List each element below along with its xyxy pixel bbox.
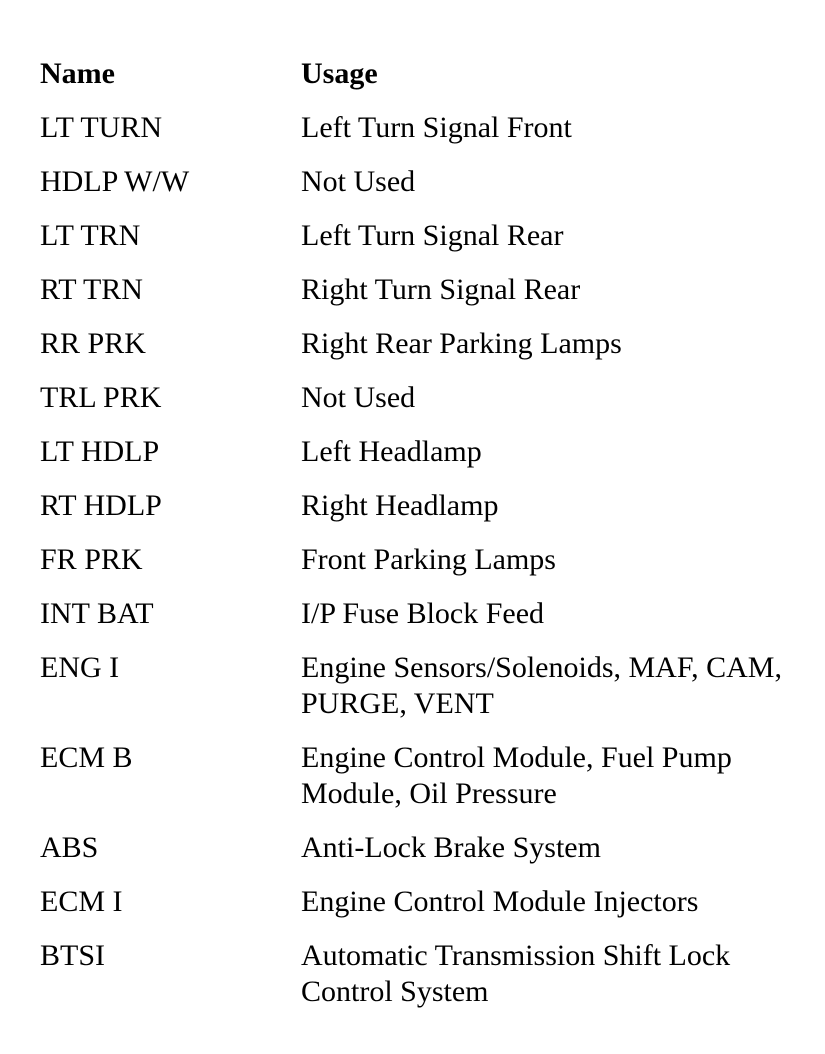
table-row	[40, 164, 800, 218]
fuse-usage-cell: Left Turn Signal Rear	[301, 219, 564, 252]
fuse-usage-cell: Left Headlamp	[301, 435, 482, 468]
table-body	[40, 110, 800, 1028]
fuse-usage-cell: Engine Control Module Injectors	[301, 885, 699, 918]
fuse-name-cell: TRL PRK	[40, 381, 162, 414]
fuse-usage-cell: Automatic Transmission Shift Lock Control System	[301, 939, 731, 1008]
fuse-usage-cell: Left Turn Signal Front	[301, 111, 572, 144]
fuse-usage-cell: Not Used	[301, 165, 416, 198]
fuse-name-cell: ECM B	[40, 741, 133, 774]
fuse-usage-cell: Right Rear Parking Lamps	[301, 327, 622, 360]
fuse-name-cell: HDLP W/W	[40, 165, 190, 198]
table-row	[40, 488, 800, 542]
name-column-header: Name	[40, 57, 115, 90]
fuse-usage-cell: Engine Control Module, Fuel Pump Module, Oil Pressure	[301, 741, 732, 810]
fuse-usage-cell: Right Turn Signal Rear	[301, 273, 581, 306]
fuse-name-cell: FR PRK	[40, 543, 143, 576]
table-row	[40, 650, 800, 740]
fuse-name-cell: LT TURN	[40, 111, 162, 144]
fuse-name-cell: ECM I	[40, 885, 123, 918]
fuse-usage-cell: I/P Fuse Block Feed	[301, 597, 545, 630]
table-row	[40, 884, 800, 938]
table-row	[40, 596, 800, 650]
table-row	[40, 218, 800, 272]
fuse-usage-table	[40, 56, 800, 1028]
fuse-name-cell: ABS	[40, 831, 99, 864]
table-row	[40, 380, 800, 434]
fuse-name-cell: BTSI	[40, 939, 106, 972]
fuse-name-cell: RT HDLP	[40, 489, 162, 522]
fuse-usage-cell: Engine Sensors/Solenoids, MAF, CAM, PURGE, VENT	[301, 651, 782, 720]
fuse-usage-cell: Right Headlamp	[301, 489, 499, 522]
header-row	[40, 56, 800, 110]
table-row	[40, 740, 800, 830]
fuse-name-cell: RR PRK	[40, 327, 146, 360]
table-row	[40, 326, 800, 380]
table-row	[40, 830, 800, 884]
fuse-usage-cell: Front Parking Lamps	[301, 543, 556, 576]
table-row	[40, 542, 800, 596]
fuse-name-cell: LT HDLP	[40, 435, 160, 468]
fuse-name-cell: RT TRN	[40, 273, 143, 306]
fuse-usage-cell: Not Used	[301, 381, 416, 414]
fuse-name-cell: LT TRN	[40, 219, 141, 252]
fuse-name-cell: ENG I	[40, 651, 120, 684]
usage-column-header: Usage	[301, 57, 378, 90]
table-header	[40, 56, 800, 110]
fuse-name-cell: INT BAT	[40, 597, 154, 630]
table-row	[40, 110, 800, 164]
table-row	[40, 434, 800, 488]
table-row	[40, 272, 800, 326]
table-row	[40, 938, 800, 1028]
fuse-usage-cell: Anti-Lock Brake System	[301, 831, 601, 864]
